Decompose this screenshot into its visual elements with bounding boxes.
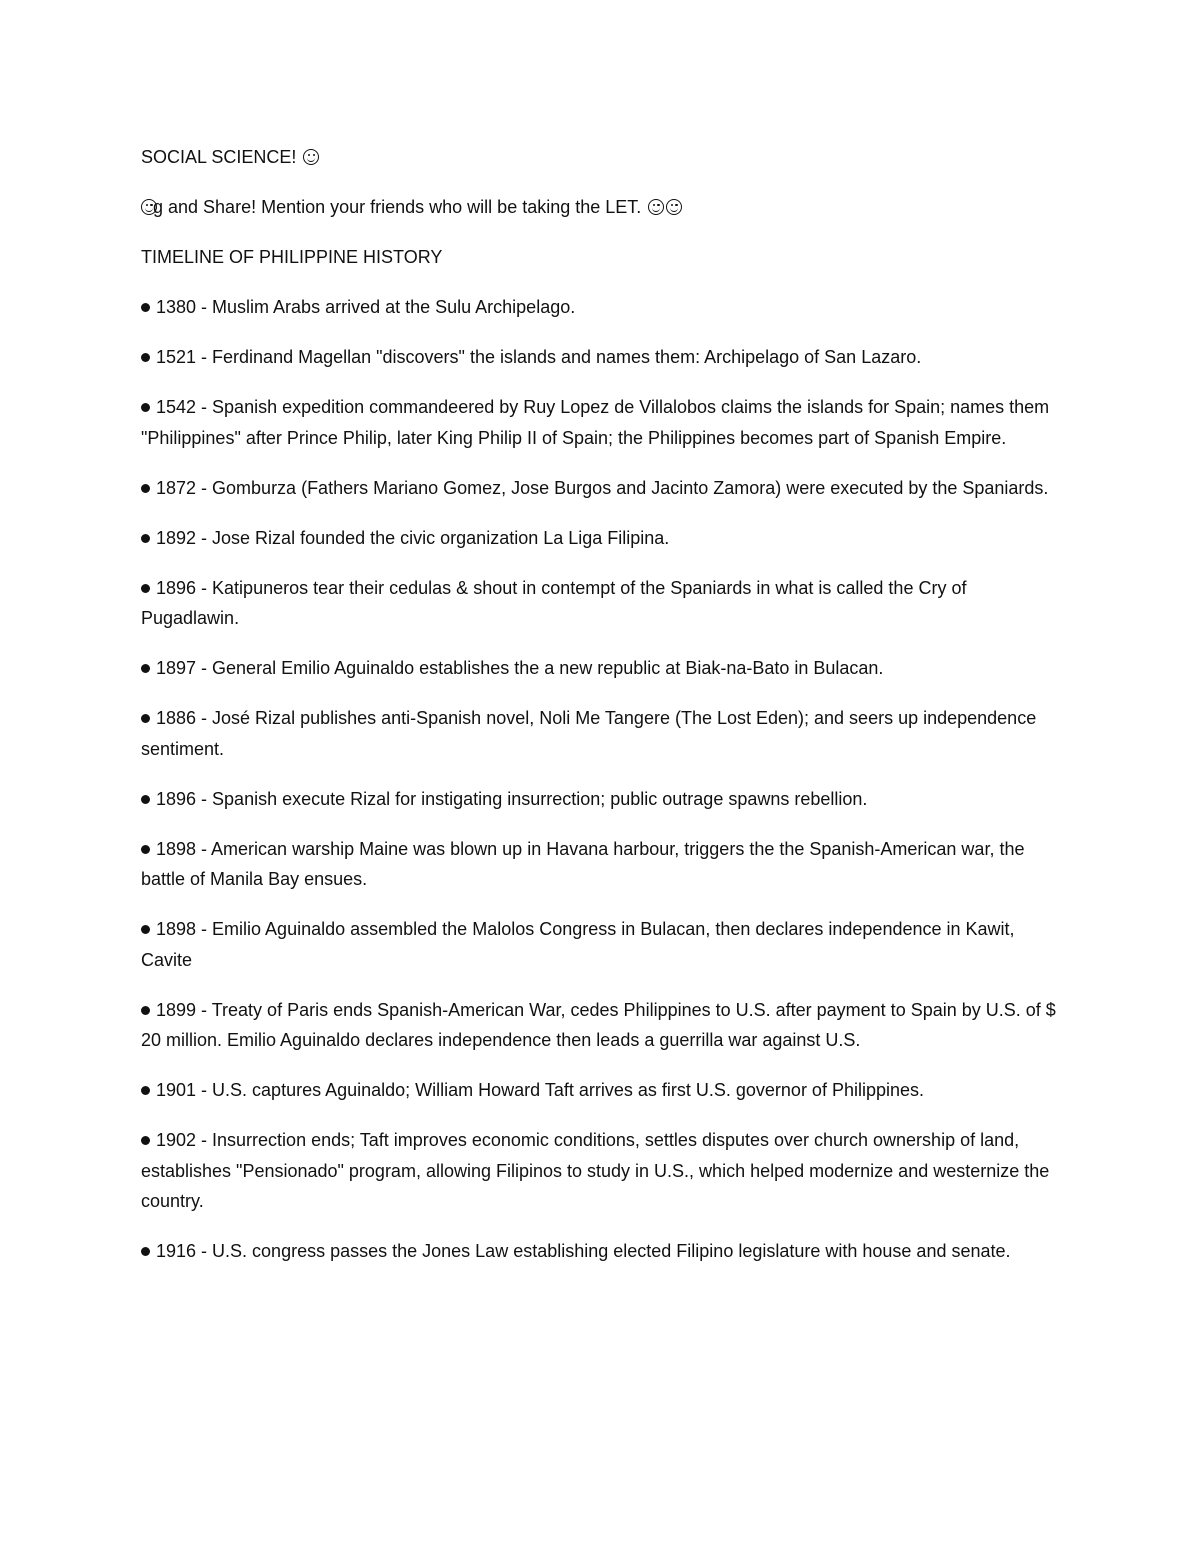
timeline-entry bbox=[141, 1075, 1066, 1106]
smiley-face-icon bbox=[666, 199, 682, 215]
timeline-entry-text: 1542 - Spanish expedition commandeered by Ruy Lopez de Villalobos claims the islands for Spain; names them "Philippines" after Prince Philip, later King Philip II of Spain; the Philippines becomes part of Spanish Empire. bbox=[141, 397, 1050, 448]
smiley-face-icon bbox=[303, 149, 319, 165]
timeline-list bbox=[141, 292, 1066, 1267]
timeline-entry bbox=[141, 523, 1066, 554]
bullet-dot-icon bbox=[141, 484, 150, 493]
bullet-dot-icon bbox=[141, 584, 150, 593]
timeline-entry bbox=[141, 392, 1066, 453]
timeline-entry-text: 1896 - Spanish execute Rizal for instigating insurrection; public outrage spawns rebellion. bbox=[156, 788, 868, 809]
bullet-dot-icon bbox=[141, 845, 150, 854]
share-text: g and Share! Mention your friends who will be taking the LET. bbox=[153, 197, 642, 217]
timeline-title: TIMELINE OF PHILIPPINE HISTORY bbox=[141, 247, 443, 267]
timeline-entry bbox=[141, 914, 1066, 975]
timeline-entry bbox=[141, 342, 1066, 373]
timeline-entry bbox=[141, 473, 1066, 504]
bullet-dot-icon bbox=[141, 1136, 150, 1145]
timeline-entry-text: 1902 - Insurrection ends; Taft improves economic conditions, settles disputes over church ownership of land, establishes "Pensionado" program, allowing Filipinos to study in U.S., which helped modernize and westernize the country. bbox=[141, 1130, 1050, 1211]
bullet-dot-icon bbox=[141, 925, 150, 934]
timeline-entry bbox=[141, 573, 1066, 634]
bullet-dot-icon bbox=[141, 1247, 150, 1256]
timeline-entry-text: 1898 - American warship Maine was blown up in Havana harbour, triggers the the Spanish-American war, the battle of Manila Bay ensues. bbox=[141, 838, 1025, 889]
timeline-entry-text: 1892 - Jose Rizal founded the civic organization La Liga Filipina. bbox=[156, 527, 670, 548]
bullet-dot-icon bbox=[141, 303, 150, 312]
timeline-entry-text: 1897 - General Emilio Aguinaldo establishes the a new republic at Biak-na-Bato in Bulacan. bbox=[156, 658, 884, 678]
bullet-dot-icon bbox=[141, 795, 150, 804]
bullet-dot-icon bbox=[141, 353, 150, 362]
timeline-entry bbox=[141, 703, 1066, 764]
timeline-entry-text: 1872 - Gomburza (Fathers Mariano Gomez, Jose Burgos and Jacinto Zamora) were executed by the Spaniards. bbox=[156, 477, 1049, 498]
bullet-dot-icon bbox=[141, 534, 150, 543]
timeline-entry bbox=[141, 1125, 1066, 1217]
timeline-entry-text: 1896 - Katipuneros tear their cedulas & shout in contempt of the Spaniards in what is called the Cry of Pugadlawin. bbox=[141, 577, 967, 628]
share-line bbox=[141, 192, 1066, 223]
timeline-entry-text: 1521 - Ferdinand Magellan "discovers" the islands and names them: Archipelago of San Lazaro. bbox=[156, 347, 922, 367]
bullet-dot-icon bbox=[141, 1086, 150, 1095]
timeline-entry-text: 1886 - José Rizal publishes anti-Spanish novel, Noli Me Tangere (The Lost Eden); and seers up independence sentiment. bbox=[141, 708, 1037, 759]
bullet-dot-icon bbox=[141, 664, 150, 673]
timeline-entry bbox=[141, 653, 1066, 684]
document-page bbox=[141, 142, 1066, 1286]
timeline-entry bbox=[141, 995, 1066, 1056]
document-heading bbox=[141, 142, 1066, 173]
timeline-entry bbox=[141, 834, 1066, 895]
timeline-entry-text: 1916 - U.S. congress passes the Jones Law establishing elected Filipino legislature with house and senate. bbox=[156, 1241, 1011, 1261]
timeline-entry-text: 1899 - Treaty of Paris ends Spanish-American War, cedes Philippines to U.S. after payment to Spain by U.S. of $ 20 million. Emilio Aguinaldo declares independence then leads a guerrilla war against U.S. bbox=[141, 999, 1056, 1050]
smiley-face-icon bbox=[141, 199, 157, 215]
timeline-entry bbox=[141, 292, 1066, 323]
timeline-entry-text: 1380 - Muslim Arabs arrived at the Sulu Archipelago. bbox=[156, 297, 576, 317]
smiley-face-icon bbox=[648, 199, 664, 215]
timeline-entry-text: 1898 - Emilio Aguinaldo assembled the Malolos Congress in Bulacan, then declares independence in Kawit, Cavite bbox=[141, 919, 1015, 970]
heading-title: SOCIAL SCIENCE! bbox=[141, 147, 297, 167]
bullet-dot-icon bbox=[141, 1006, 150, 1015]
bullet-dot-icon bbox=[141, 403, 150, 412]
bullet-dot-icon bbox=[141, 714, 150, 723]
timeline-entry bbox=[141, 784, 1066, 815]
timeline-entry bbox=[141, 1236, 1066, 1267]
timeline-entry-text: 1901 - U.S. captures Aguinaldo; William Howard Taft arrives as first U.S. governor of Philippines. bbox=[156, 1080, 925, 1100]
